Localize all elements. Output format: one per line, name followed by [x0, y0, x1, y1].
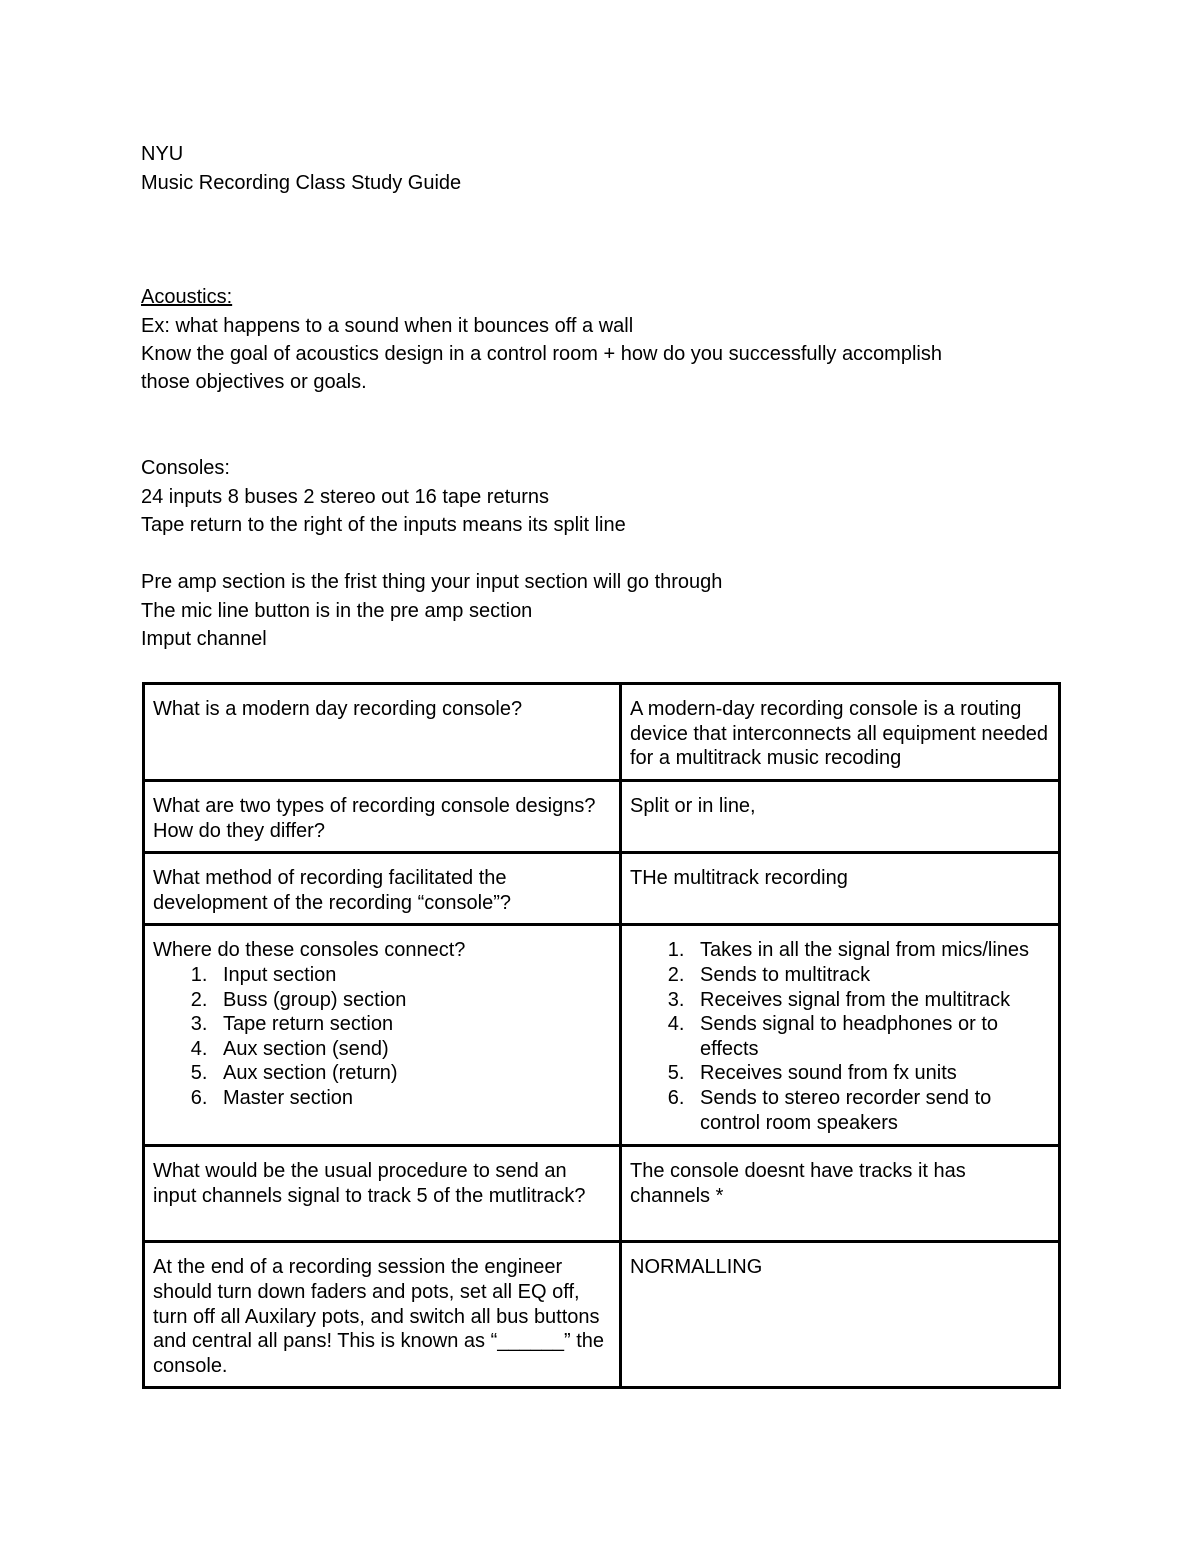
question-cell: [144, 925, 621, 1146]
list-item: 5. Aux section (return): [213, 1061, 611, 1086]
question-cell: What method of recording facilitated the development of the recording “console”?: [144, 853, 621, 925]
question-text: Where do these consoles connect?: [153, 939, 466, 962]
study-table: [142, 682, 1061, 1389]
table-row: [144, 1242, 1060, 1388]
answer-cell: THe multitrack recording: [621, 853, 1060, 925]
acoustics-line: those objectives or goals.: [141, 371, 367, 393]
table-row: [144, 925, 1060, 1146]
acoustics-line: Know the goal of acoustics design in a control room + how do you successfully accomplish: [141, 343, 942, 365]
document-title: Music Recording Class Study Guide: [141, 172, 462, 194]
consoles-line: 24 inputs 8 buses 2 stereo out 16 tape returns: [141, 486, 550, 508]
consoles-line: Pre amp section is the frist thing your input section will go through: [141, 571, 723, 593]
consoles-line: Imput channel: [141, 628, 267, 650]
table-row: [144, 781, 1060, 853]
question-cell: What would be the usual procedure to send an input channels signal to track 5 of the mutlitrack?: [144, 1146, 621, 1242]
table-row: [144, 853, 1060, 925]
question-cell: At the end of a recording session the engineer should turn down faders and pots, set all EQ off, turn off all Auxilary pots, and switch all bus buttons and central all pans! This is known as “______” the console.: [144, 1242, 621, 1388]
answer-cell: A modern-day recording console is a routing device that interconnects all equipment needed for a multitrack music recoding: [621, 684, 1060, 781]
answer-cell: Split or in line,: [621, 781, 1060, 853]
answer-cell: [621, 925, 1060, 1146]
list-item: 1. Input section: [213, 963, 611, 988]
list-item: 3. Tape return section: [213, 1012, 611, 1037]
question-cell: What is a modern day recording console?: [144, 684, 621, 781]
list-item: 2. Buss (group) section: [213, 988, 611, 1013]
answer-list: [630, 938, 1050, 1135]
acoustics-line: Ex: what happens to a sound when it bounces off a wall: [141, 315, 634, 337]
consoles-line: Tape return to the right of the inputs means its split line: [141, 514, 626, 536]
answer-cell: The console doesnt have tracks it has channels *: [621, 1146, 1060, 1242]
question-list: [153, 963, 611, 1111]
table-row: [144, 1146, 1060, 1242]
list-item: 4. Aux section (send): [213, 1037, 611, 1062]
question-cell: What are two types of recording console designs? How do they differ?: [144, 781, 621, 853]
answer-cell: NORMALLING: [621, 1242, 1060, 1388]
acoustics-heading: Acoustics:: [141, 286, 233, 308]
table-row: [144, 684, 1060, 781]
consoles-heading: Consoles:: [141, 457, 230, 479]
org-name: NYU: [141, 143, 184, 165]
list-item: 2. Sends to multitrack: [690, 963, 1050, 988]
list-item: 4. Sends signal to headphones or to effects: [690, 1012, 1050, 1061]
list-item: 1. Takes in all the signal from mics/lines: [690, 938, 1050, 963]
list-item: 3. Receives signal from the multitrack: [690, 988, 1050, 1013]
list-item: 5. Receives sound from fx units: [690, 1061, 1050, 1086]
list-item: 6. Master section: [213, 1086, 611, 1111]
consoles-line: The mic line button is in the pre amp section: [141, 600, 533, 622]
list-item: 6. Sends to stereo recorder send to control room speakers: [690, 1086, 1050, 1135]
